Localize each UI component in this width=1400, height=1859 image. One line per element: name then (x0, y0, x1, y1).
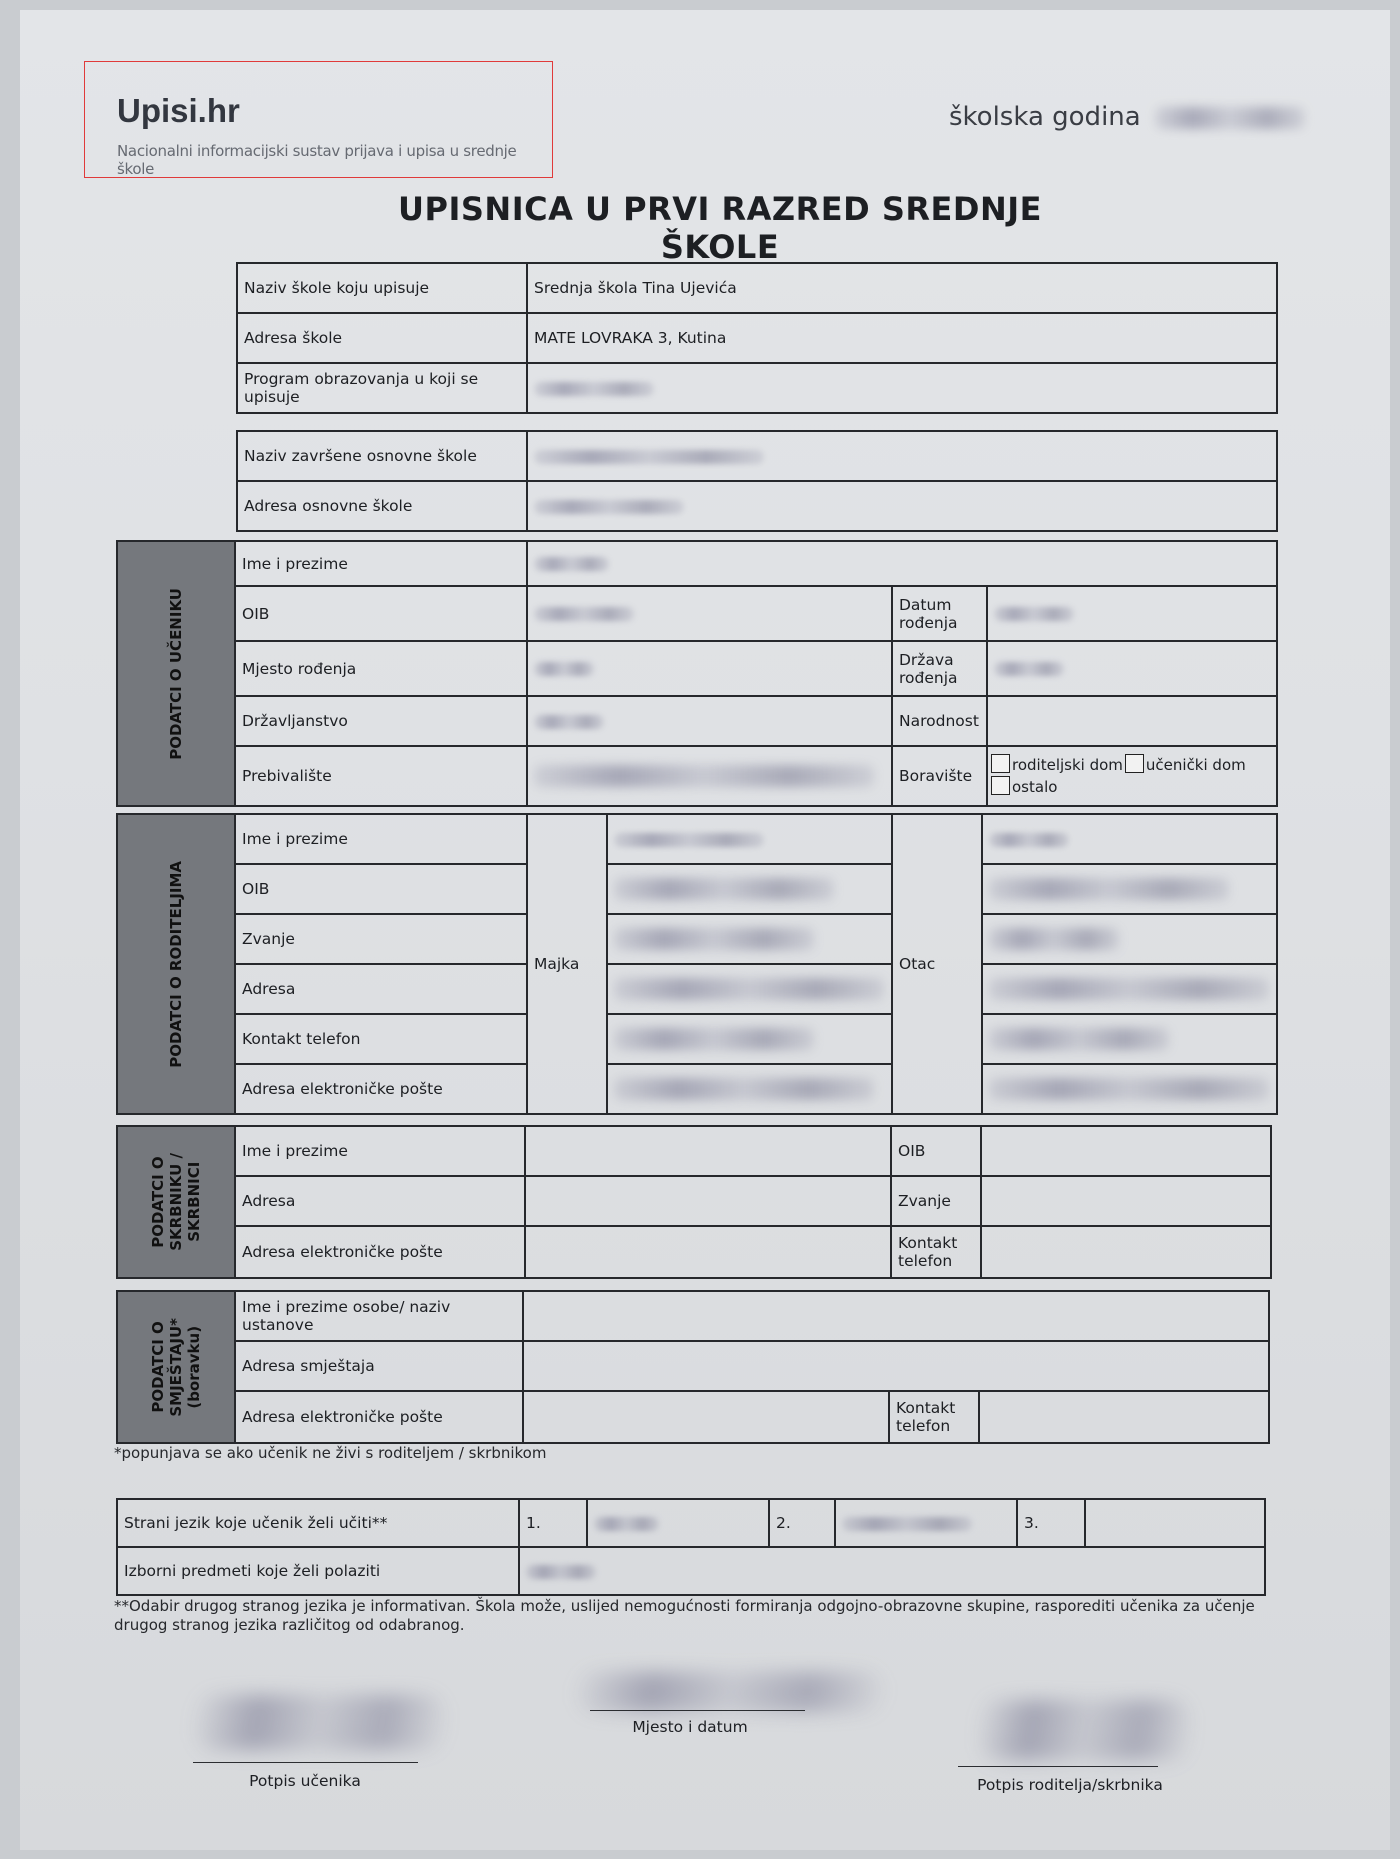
parents-table (116, 813, 1278, 1115)
accommodation-email-label: Adresa elektroničke pošte (235, 1391, 523, 1443)
checkbox-other[interactable] (991, 776, 1010, 795)
logo-box (84, 61, 553, 178)
program-value (527, 363, 1277, 413)
student-name-value (527, 541, 1277, 586)
father-email-value (982, 1064, 1277, 1114)
guardian-email-label: Adresa elektroničke pošte (235, 1226, 525, 1278)
redacted-school-year (1155, 107, 1305, 129)
language-3-value (1085, 1499, 1265, 1547)
school-address-label: Adresa škole (237, 313, 527, 363)
student-birthplace-value (527, 641, 892, 696)
primary-school-name-label: Naziv završene osnovne škole (237, 431, 527, 481)
electives-label: Izborni predmeti koje želi polaziti (117, 1547, 519, 1595)
student-stay-label: Boravište (892, 746, 987, 806)
primary-school-table (236, 430, 1278, 532)
father-occupation-value (982, 914, 1277, 964)
accommodation-section-label: PODATCI O SMJEŠTAJU* (boravku) (117, 1291, 235, 1443)
accommodation-email-value (523, 1391, 889, 1443)
student-dob-label: Datum rođenja (892, 586, 987, 641)
checkbox-parental-home[interactable] (991, 754, 1010, 773)
school-name-label: Naziv škole koju upisuje (237, 263, 527, 313)
school-year (949, 102, 1305, 132)
guardian-table (116, 1125, 1272, 1279)
option-other: ostalo (1012, 778, 1058, 796)
logo-subtitle: Nacionalni informacijski sustav prijava i upisa u srednje škole (117, 142, 517, 178)
guardian-oib-label: OIB (891, 1126, 981, 1176)
accommodation-name-label: Ime i prezime osobe/ naziv ustanove (235, 1291, 523, 1341)
student-citizenship-label: Državljanstvo (235, 696, 527, 746)
guardian-phone-label: Kontakt telefon (891, 1226, 981, 1278)
student-birthplace-label: Mjesto rođenja (235, 641, 527, 696)
primary-school-address-label: Adresa osnovne škole (237, 481, 527, 531)
place-date-line (590, 1710, 805, 1711)
parent-row-label-address: Adresa (235, 964, 527, 1014)
language-number-1: 1. (519, 1499, 587, 1547)
student-stay-options (987, 746, 1277, 806)
language-number-2: 2. (769, 1499, 835, 1547)
parent-row-label-occupation: Zvanje (235, 914, 527, 964)
guardian-phone-value (981, 1226, 1271, 1278)
student-section-label: PODATCI O UČENIKU (117, 541, 235, 806)
student-signature-label: Potpis učenika (249, 1772, 361, 1790)
mother-occupation-value (607, 914, 892, 964)
mother-phone-value (607, 1014, 892, 1064)
school-address-value: MATE LOVRAKA 3, Kutina (527, 313, 1277, 363)
checkbox-student-dorm[interactable] (1125, 754, 1144, 773)
student-residence-label: Prebivalište (235, 746, 527, 806)
place-date-label: Mjesto i datum (632, 1718, 748, 1736)
student-signature-line (193, 1762, 418, 1763)
parent-signature (980, 1700, 1190, 1760)
student-citizenship-value (527, 696, 892, 746)
language-2-value (835, 1499, 1017, 1547)
option-student-dorm: učenički dom (1145, 756, 1246, 774)
option-parental-home: roditeljski dom (1012, 756, 1123, 774)
school-table (236, 262, 1278, 414)
parent-row-label-phone: Kontakt telefon (235, 1014, 527, 1064)
student-oib-label: OIB (235, 586, 527, 641)
guardian-section-label: PODATCI O SKRBNIKU / SKRBNICI (117, 1126, 235, 1278)
guardian-oib-value (981, 1126, 1271, 1176)
language-1-value (587, 1499, 769, 1547)
student-table (116, 540, 1278, 807)
primary-school-address-value (527, 481, 1277, 531)
guardian-email-value (525, 1226, 891, 1278)
mother-label: Majka (527, 814, 607, 1114)
student-nationality-label: Narodnost (892, 696, 987, 746)
logo-title: Upisi.hr (117, 92, 240, 129)
student-nationality-value (987, 696, 1277, 746)
languages-table (116, 1498, 1266, 1596)
accommodation-footnote: *popunjava se ako učenik ne živi s roditeljem / skrbnikom (114, 1444, 547, 1462)
father-name-value (982, 814, 1277, 864)
electives-value (519, 1547, 1265, 1595)
languages-footnote: **Odabir drugog stranog jezika je informativan. Škola može, uslijed nemogućnosti formiranja odgojno-obrazovne skupine, rasporediti učenika za učenje drugog stranog jezika različitog od odabranog. (114, 1597, 1255, 1634)
guardian-occupation-value (981, 1176, 1271, 1226)
accommodation-phone-label: Kontakt telefon (889, 1391, 979, 1443)
father-phone-value (982, 1014, 1277, 1064)
mother-oib-value (607, 864, 892, 914)
school-year-label: školska godina (949, 102, 1141, 132)
guardian-name-label: Ime i prezime (235, 1126, 525, 1176)
accommodation-table (116, 1290, 1270, 1444)
father-label: Otac (892, 814, 982, 1114)
parents-section-label: PODATCI O RODITELJIMA (117, 814, 235, 1114)
parent-row-label-name: Ime i prezime (235, 814, 527, 864)
student-birth-country-label: Država rođenja (892, 641, 987, 696)
form-title: UPISNICA U PRVI RAZRED SREDNJE ŠKOLE (398, 190, 1042, 266)
primary-school-name-value (527, 431, 1277, 481)
student-birth-country-value (987, 641, 1277, 696)
mother-name-value (607, 814, 892, 864)
student-name-label: Ime i prezime (235, 541, 527, 586)
redacted-place-date (575, 1672, 885, 1712)
mother-address-value (607, 964, 892, 1014)
parent-row-label-oib: OIB (235, 864, 527, 914)
parent-row-label-email: Adresa elektroničke pošte (235, 1064, 527, 1114)
foreign-language-label: Strani jezik koje učenik želi učiti** (117, 1499, 519, 1547)
parent-signature-line (958, 1766, 1158, 1767)
accommodation-address-value (523, 1341, 1269, 1391)
guardian-occupation-label: Zvanje (891, 1176, 981, 1226)
guardian-address-value (525, 1176, 891, 1226)
language-number-3: 3. (1017, 1499, 1085, 1547)
school-name-value: Srednja škola Tina Ujevića (527, 263, 1277, 313)
program-label: Program obrazovanja u koji se upisuje (237, 363, 527, 413)
accommodation-phone-value (979, 1391, 1269, 1443)
accommodation-address-label: Adresa smještaja (235, 1341, 523, 1391)
mother-email-value (607, 1064, 892, 1114)
father-address-value (982, 964, 1277, 1014)
student-oib-value (527, 586, 892, 641)
student-residence-value (527, 746, 892, 806)
student-signature (195, 1695, 445, 1750)
parent-signature-label: Potpis roditelja/skrbnika (977, 1776, 1163, 1794)
guardian-address-label: Adresa (235, 1176, 525, 1226)
student-dob-value (987, 586, 1277, 641)
accommodation-name-value (523, 1291, 1269, 1341)
father-oib-value (982, 864, 1277, 914)
guardian-name-value (525, 1126, 891, 1176)
